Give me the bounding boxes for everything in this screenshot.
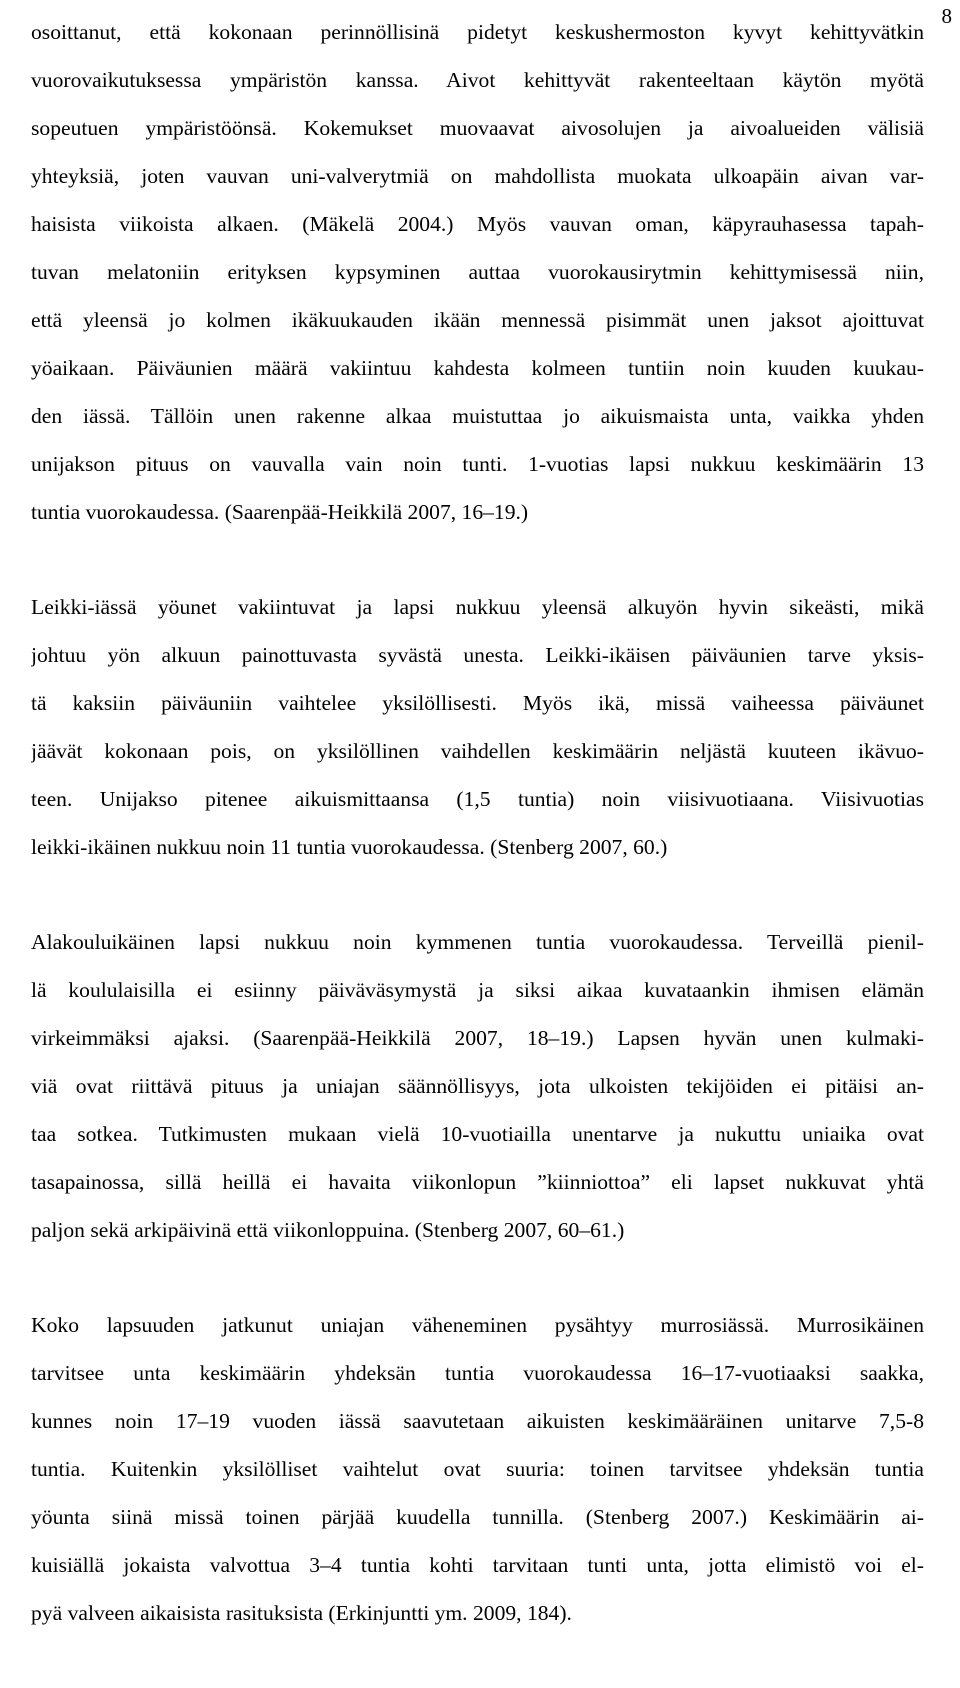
text-line: viä ovat riittävä pituus ja uniajan säännöllisyys, jota ulkoisten tekijöiden ei pitäisi an- bbox=[31, 1074, 924, 1098]
text-line: kuisiällä jokaista valvottua 3–4 tuntia kohti tarvitaan tunti unta, jotta elimistö voi el- bbox=[31, 1553, 924, 1577]
text-line: taa sotkea. Tutkimusten mukaan vielä 10-vuotiailla unentarve ja nukuttu uniaika ovat bbox=[31, 1122, 924, 1146]
text-line: tasapainossa, sillä heillä ei havaita viikonlopun ”kiinniottoa” eli lapset nukkuvat yhtä bbox=[31, 1170, 924, 1194]
text-line: tuntia. Kuitenkin yksilölliset vaihtelut ovat suuria: toinen tarvitsee yhdeksän tuntia bbox=[31, 1457, 924, 1481]
document-body bbox=[31, 12, 924, 1688]
paragraph bbox=[31, 922, 924, 1258]
text-line: johtuu yön alkuun painottuvasta syvästä unesta. Leikki-ikäisen päiväunien tarve yksis- bbox=[31, 643, 924, 667]
text-line: kunnes noin 17–19 vuoden iässä saavutetaan aikuisten keskimääräinen unitarve 7,5-8 bbox=[31, 1409, 924, 1433]
text-line: yöunta siinä missä toinen pärjää kuudella tunnilla. (Stenberg 2007.) Keskimäärin ai- bbox=[31, 1505, 924, 1529]
text-line: teen. Unijakso pitenee aikuismittaansa (1,5 tuntia) noin viisivuotiaana. Viisivuotias bbox=[31, 787, 924, 811]
text-line: virkeimmäksi ajaksi. (Saarenpää-Heikkilä 2007, 18–19.) Lapsen hyvän unen kulmaki- bbox=[31, 1026, 924, 1050]
text-line: unijakson pituus on vauvalla vain noin tunti. 1-vuotias lapsi nukkuu keskimäärin 13 bbox=[31, 452, 924, 476]
text-line: tuntia vuorokaudessa. (Saarenpää-Heikkilä 2007, 16–19.) bbox=[31, 500, 529, 524]
text-line: den iässä. Tällöin unen rakenne alkaa muistuttaa jo aikuismaista unta, vaikka yhden bbox=[31, 404, 924, 428]
text-line: sopeutuen ympäristöönsä. Kokemukset muovaavat aivosolujen ja aivoalueiden välisiä bbox=[31, 116, 924, 140]
paragraph bbox=[31, 12, 924, 540]
text-line: Koko lapsuuden jatkunut uniajan väheneminen pysähtyy murrosiässä. Murrosikäinen bbox=[31, 1313, 924, 1337]
text-line: Alakouluikäinen lapsi nukkuu noin kymmenen tuntia vuorokaudessa. Terveillä pienil- bbox=[31, 930, 924, 954]
text-line: leikki-ikäinen nukkuu noin 11 tuntia vuorokaudessa. (Stenberg 2007, 60.) bbox=[31, 835, 668, 859]
text-line: jäävät kokonaan pois, on yksilöllinen vaihdellen keskimäärin neljästä kuuteen ikävuo- bbox=[31, 739, 924, 763]
paragraph bbox=[31, 587, 924, 875]
text-line: että yleensä jo kolmen ikäkuukauden ikään mennessä pisimmät unen jaksot ajoittuvat bbox=[31, 308, 924, 332]
text-line: tuvan melatoniin erityksen kypsyminen auttaa vuorokausirytmin kehittymisessä niin, bbox=[31, 260, 924, 284]
text-line: vuorovaikutuksessa ympäristön kanssa. Aivot kehittyvät rakenteeltaan käytön myötä bbox=[31, 68, 924, 92]
text-line: tarvitsee unta keskimäärin yhdeksän tuntia vuorokaudessa 16–17-vuotiaaksi saakka, bbox=[31, 1361, 924, 1385]
text-line: pyä valveen aikaisista rasituksista (Erkinjuntti ym. 2009, 184). bbox=[31, 1601, 572, 1625]
text-line: Leikki-iässä yöunet vakiintuvat ja lapsi nukkuu yleensä alkuyön hyvin sikeästi, mikä bbox=[31, 595, 924, 619]
text-line: lä koululaisilla ei esiinny päiväväsymystä ja siksi aikaa kuvataankin ihmisen elämän bbox=[31, 978, 924, 1002]
page-number: 8 bbox=[941, 4, 952, 28]
text-line: osoittanut, että kokonaan perinnöllisinä pidetyt keskushermoston kyvyt kehittyvätkin bbox=[31, 20, 924, 44]
text-line: yhteyksiä, joten vauvan uni-valverytmiä on mahdollista muokata ulkoapäin aivan var- bbox=[31, 164, 924, 188]
text-line: tä kaksiin päiväuniin vaihtelee yksilöllisesti. Myös ikä, missä vaiheessa päiväunet bbox=[31, 691, 924, 715]
paragraph bbox=[31, 1305, 924, 1641]
text-line: haisista viikoista alkaen. (Mäkelä 2004.) Myös vauvan oman, käpyrauhasessa tapah- bbox=[31, 212, 924, 236]
text-line: paljon sekä arkipäivinä että viikonloppuina. (Stenberg 2007, 60–61.) bbox=[31, 1218, 625, 1242]
text-line: yöaikaan. Päiväunien määrä vakiintuu kahdesta kolmeen tuntiin noin kuuden kuukau- bbox=[31, 356, 924, 380]
